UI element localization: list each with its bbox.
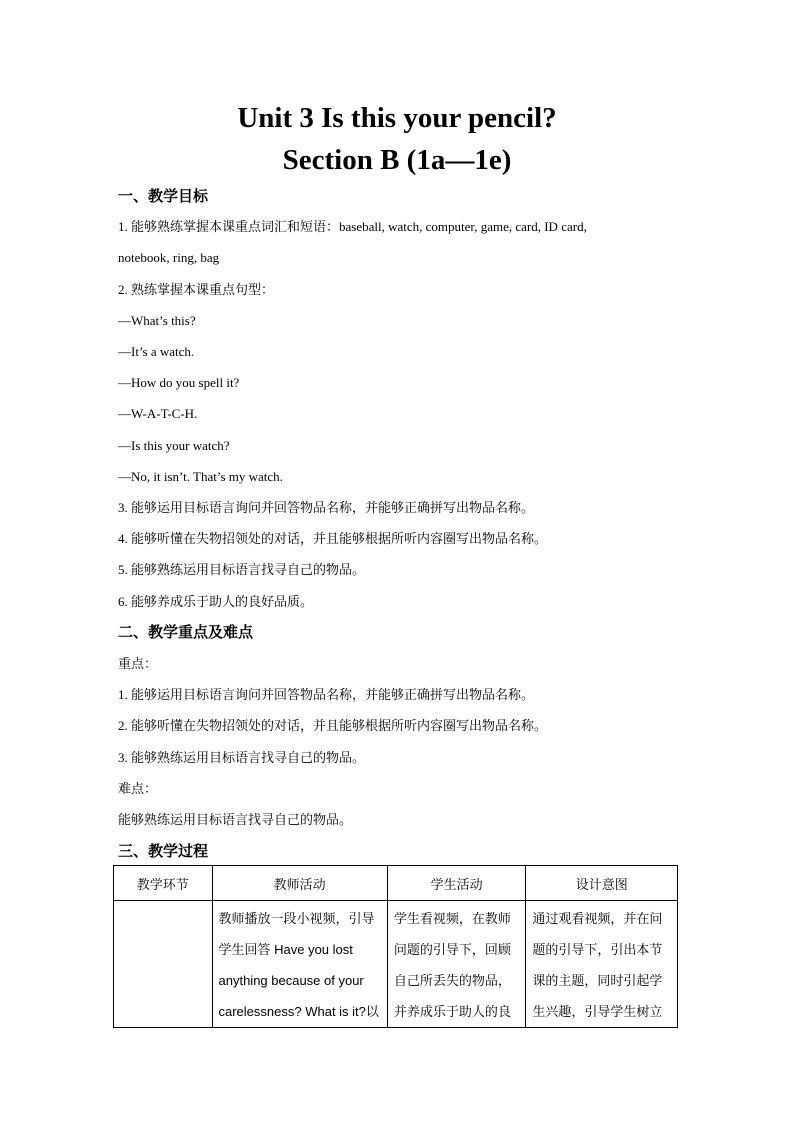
- table-row: [114, 901, 678, 1028]
- table-cell: 通过观看视频，并在问题的引导下，引出本节课的主题，同时引起学生兴趣，引导学生树立: [526, 901, 678, 1028]
- objective-line: —Is this your watch?: [118, 438, 230, 453]
- objective-line: 3. 能够运用目标语言询问并回答物品名称，并能够正确拼写出物品名称。: [118, 500, 535, 515]
- objective-line: 5. 能够熟练运用目标语言找寻自己的物品。: [118, 562, 366, 577]
- objective-line: —How do you spell it?: [118, 375, 240, 390]
- objective-line: 1. 能够熟练掌握本课重点词汇和短语：baseball, watch, computer, game, card, ID card,: [118, 219, 587, 234]
- key-point-line: 能够熟练运用目标语言找寻自己的物品。: [118, 812, 353, 827]
- teaching-process-table: [113, 865, 678, 1028]
- objective-line: —W-A-T-C-H.: [118, 406, 198, 421]
- key-point-line: 3. 能够熟练运用目标语言找寻自己的物品。: [118, 750, 366, 765]
- table-cell: [114, 901, 213, 1028]
- objective-line: 2. 熟练掌握本课重点句型：: [118, 282, 275, 297]
- key-point-line: 1. 能够运用目标语言询问并回答物品名称，并能够正确拼写出物品名称。: [118, 687, 535, 702]
- table-header-row: [114, 866, 678, 901]
- objective-line: —What’s this?: [118, 313, 196, 328]
- key-point-line: 重点：: [118, 656, 158, 671]
- objective-line: —No, it isn’t. That’s my watch.: [118, 469, 283, 484]
- objective-line: 4. 能够听懂在失物招领处的对话，并且能够根据所听内容圈写出物品名称。: [118, 531, 548, 546]
- column-header: 设计意图: [526, 866, 678, 901]
- section-heading-objectives: 一、教学目标: [118, 187, 209, 205]
- objective-line: notebook, ring, bag: [118, 250, 220, 265]
- document-title: Unit 3 Is this your pencil?: [237, 102, 557, 134]
- column-header: 学生活动: [387, 866, 526, 901]
- section-heading-process: 三、教学过程: [118, 842, 209, 860]
- objective-line: —It’s a watch.: [118, 344, 195, 359]
- column-header: 教师活动: [212, 866, 387, 901]
- key-point-line: 2. 能够听懂在失物招领处的对话，并且能够根据所听内容圈写出物品名称。: [118, 718, 548, 733]
- table-cell: 学生看视频，在教师问题的引导下，回顾自己所丢失的物品，并养成乐于助人的良: [387, 901, 526, 1028]
- key-point-line: 难点：: [118, 781, 158, 796]
- column-header: 教学环节: [114, 866, 213, 901]
- document-subtitle: Section B (1a—1e): [282, 144, 512, 176]
- objective-line: 6. 能够养成乐于助人的良好品质。: [118, 594, 314, 609]
- section-heading-key-points: 二、教学重点及难点: [118, 623, 254, 641]
- table-cell: 教师播放一段小视频，引导学生回答 Have you lost anything because of your carelessness? What is it?以: [212, 901, 387, 1028]
